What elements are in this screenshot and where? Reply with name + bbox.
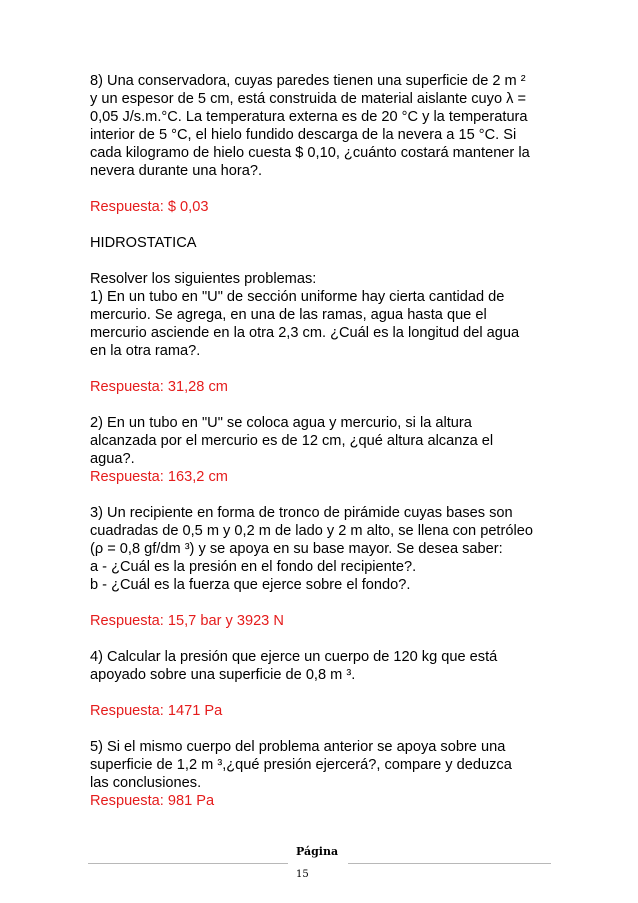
problem-5-line: las conclusiones.: [90, 775, 202, 791]
spacer: [90, 594, 565, 612]
problem-1-text: [90, 288, 565, 360]
spacer: [90, 720, 565, 738]
problem-1-line: mercurio. Se agrega, en una de las ramas, agua hasta que el: [90, 307, 487, 323]
problem-2-line: agua?.: [90, 451, 135, 467]
problem-5-answer: Respuesta: 981 Pa: [90, 793, 215, 809]
problem-2-line: 2) En un tubo en "U" se coloca agua y mercurio, si la altura: [90, 415, 472, 431]
footer-rule-left: [88, 863, 288, 864]
spacer: [90, 216, 565, 234]
problem-2-line: alcanzada por el mercurio es de 12 cm, ¿qué altura alcanza el: [90, 433, 494, 449]
footer-page-label: Página: [296, 845, 339, 858]
section-title: HIDROSTATICA: [90, 235, 197, 251]
problem-4-line: apoyado sobre una superficie de 0,8 m ³.: [90, 667, 356, 683]
problem-8-line: cada kilogramo de hielo cuesta $ 0,10, ¿cuánto costará mantener la: [90, 145, 530, 161]
problem-8-line: 8) Una conservadora, cuyas paredes tienen una superficie de 2 m ²: [90, 73, 526, 89]
spacer: [90, 486, 565, 504]
problem-8-line: interior de 5 °C, el hielo fundido descarga de la nevera a 15 °C. Si: [90, 127, 517, 143]
problem-1-line: en la otra rama?.: [90, 343, 201, 359]
problem-4-answer: Respuesta: 1471 Pa: [90, 703, 223, 719]
footer-rule-right: [348, 863, 551, 864]
problem-8-line: nevera durante una hora?.: [90, 163, 263, 179]
problem-1-line: 1) En un tubo en "U" de sección uniforme hay cierta cantidad de: [90, 289, 505, 305]
spacer: [90, 252, 565, 270]
footer-page-number: 15: [296, 869, 309, 880]
spacer: [90, 396, 565, 414]
problem-4-text: [90, 648, 565, 684]
problem-8-text: [90, 72, 565, 180]
problem-3-answer: Respuesta: 15,7 bar y 3923 N: [90, 613, 284, 629]
problem-5-line: superficie de 1,2 m ³,¿qué presión ejercerá?, compare y deduzca: [90, 757, 512, 773]
problem-3-line: (ρ = 0,8 gf/dm ³) y se apoya en su base mayor. Se desea saber:: [90, 541, 503, 557]
spacer: [90, 630, 565, 648]
problem-1-answer: Respuesta: 31,28 cm: [90, 379, 228, 395]
problem-5-text: [90, 738, 565, 792]
problem-3-line: b - ¿Cuál es la fuerza que ejerce sobre el fondo?.: [90, 577, 411, 593]
problem-8-answer: Respuesta: $ 0,03: [90, 199, 209, 215]
problem-2-text: [90, 414, 565, 468]
problem-2-answer: Respuesta: 163,2 cm: [90, 469, 228, 485]
problem-1-line: mercurio asciende en la otra 2,3 cm. ¿Cuál es la longitud del agua: [90, 325, 520, 341]
problem-3-line: a - ¿Cuál es la presión en el fondo del recipiente?.: [90, 559, 417, 575]
page-footer: [0, 845, 638, 885]
spacer: [90, 180, 565, 198]
spacer: [90, 360, 565, 378]
problem-8-line: y un espesor de 5 cm, está construida de material aislante cuyo λ =: [90, 91, 527, 107]
problem-8-line: 0,05 J/s.m.°C. La temperatura externa es de 20 °C y la temperatura: [90, 109, 528, 125]
problem-4-line: 4) Calcular la presión que ejerce un cuerpo de 120 kg que está: [90, 649, 498, 665]
problem-5-line: 5) Si el mismo cuerpo del problema anterior se apoya sobre una: [90, 739, 506, 755]
problem-3-line: 3) Un recipiente en forma de tronco de pirámide cuyas bases son: [90, 505, 513, 521]
page-content: [90, 72, 565, 810]
problem-3-line: cuadradas de 0,5 m y 0,2 m de lado y 2 m alto, se llena con petróleo: [90, 523, 533, 539]
problem-3-text: [90, 504, 565, 594]
section-intro: Resolver los siguientes problemas:: [90, 271, 317, 287]
spacer: [90, 684, 565, 702]
